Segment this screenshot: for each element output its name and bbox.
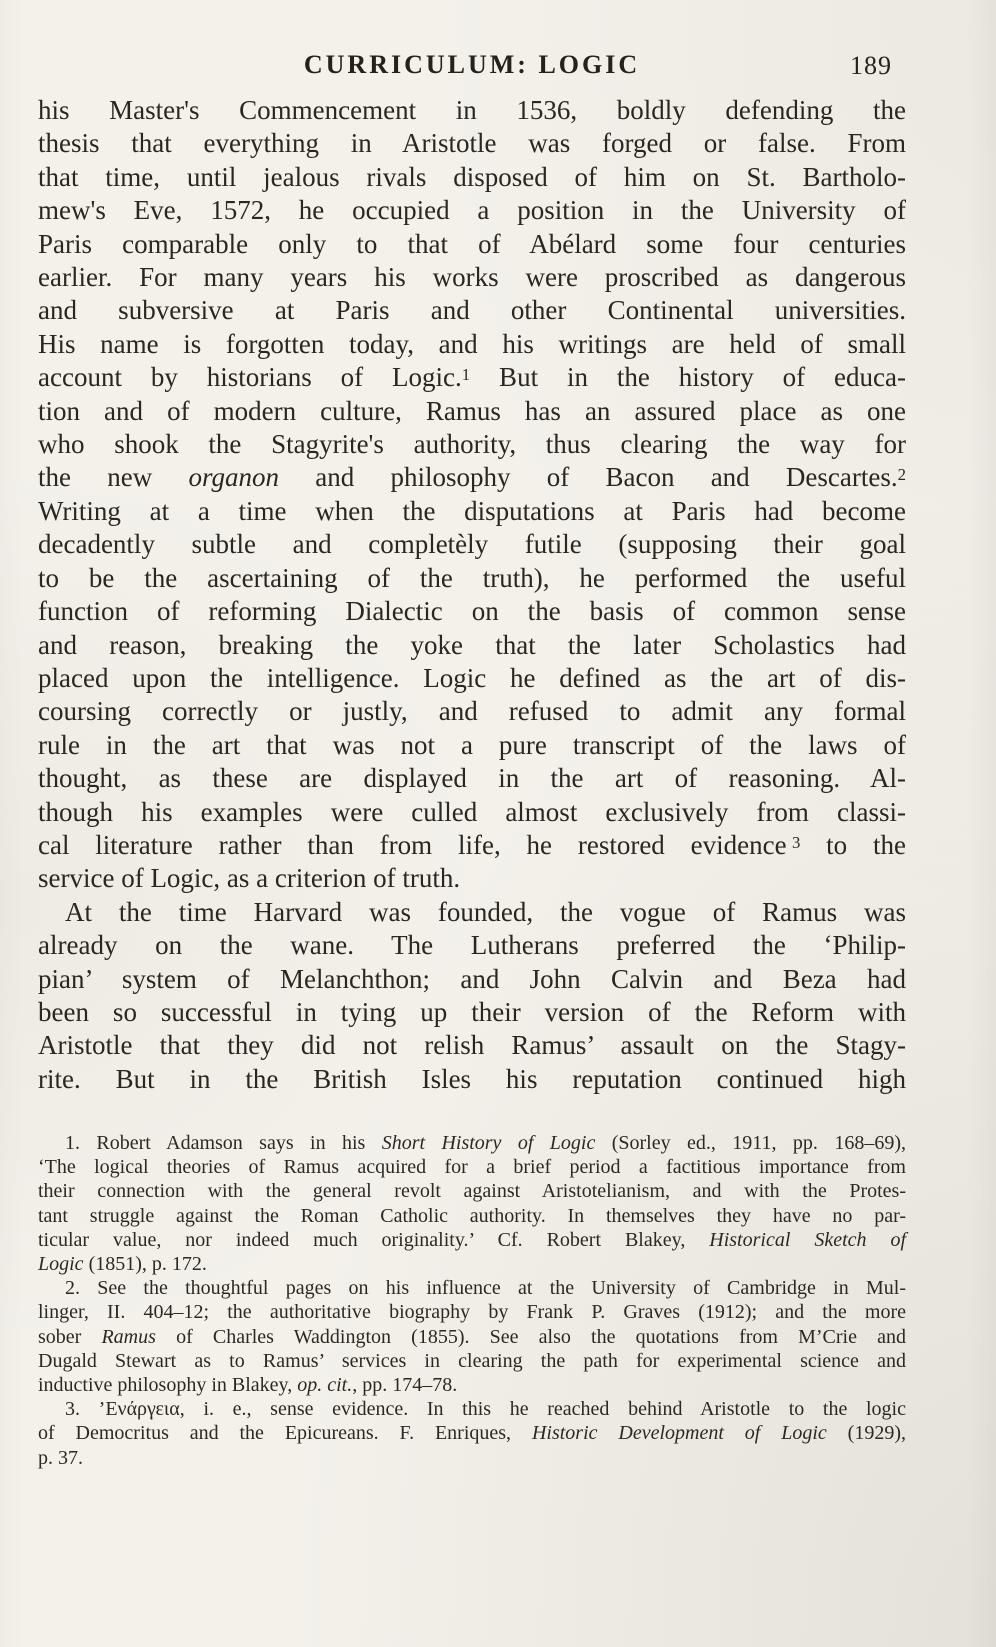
text-segment: (1929), (826, 1422, 907, 1445)
text-segment: service of Logic, as a criterion of truth. (38, 863, 461, 894)
text-segment: p. 37. (38, 1446, 83, 1469)
text-line (38, 796, 906, 829)
text-line (38, 428, 906, 461)
text-segment: though his examples were culled almost exclusively from classi- (38, 796, 906, 827)
text-segment: pian’ system of Melanchthon; and John Calvin and Beza had (38, 963, 906, 994)
text-segment: Ramus (101, 1325, 156, 1348)
text-segment: Writing at a time when the disputations at Paris had become (38, 495, 906, 526)
text-segment: (Sorley ed., 1911, pp. 168–69), (595, 1132, 906, 1154)
text-segment: 2. See the thoughtful pages on his influence at the University of Cambridge in Mul- (65, 1277, 906, 1300)
text-segment: his Master's Commencement in 1536, boldly defending the (38, 95, 906, 125)
text-line (38, 294, 906, 327)
text-line (38, 1373, 906, 1397)
text-line (38, 127, 906, 160)
text-line (38, 161, 906, 194)
text-line (38, 495, 906, 528)
text-line (38, 1325, 906, 1349)
page-number: 189 (850, 51, 892, 80)
text-segment: thought, as these are displayed in the art of reasoning. Al- (38, 763, 906, 794)
page-title: CURRICULUM: LOGIC (303, 50, 641, 79)
text-segment: and reason, breaking the yoke that the later Scholastics had (38, 629, 906, 660)
text-line (38, 929, 906, 962)
text-line (38, 1421, 906, 1445)
footnotes-section (38, 1131, 906, 1470)
text-line (38, 996, 906, 1029)
text-line (38, 1155, 906, 1179)
text-line (38, 1063, 906, 1096)
footnote-1 (38, 1131, 906, 1276)
text-line (38, 862, 906, 895)
text-segment: His name is forgotten today, and his writings are held of small (38, 328, 906, 359)
text-segment: cal literature rather than from life, he restored evidence (38, 829, 792, 860)
running-head (38, 50, 906, 84)
text-line (38, 1349, 906, 1373)
text-line (38, 328, 906, 361)
text-segment: been so successful in tying up their version of the Reform with (38, 996, 906, 1027)
text-segment: Short History of Logic (381, 1132, 596, 1154)
text-segment: to be the ascertaining of the truth), he performed the useful (38, 562, 906, 593)
text-segment: already on the wane. The Lutherans preferred the ‘Philip- (38, 930, 906, 961)
text-line (38, 1252, 906, 1276)
text-segment: who shook the Stagyrite's authority, thus clearing the way for (38, 429, 906, 460)
footnote-marker: 3 (791, 832, 801, 852)
text-line (38, 829, 906, 862)
text-line (38, 261, 906, 294)
text-line (38, 896, 906, 929)
text-line (38, 395, 906, 428)
text-line (38, 595, 906, 628)
text-segment: (1851), p. 172. (83, 1253, 207, 1276)
text-line (38, 1446, 906, 1470)
text-line (38, 1300, 906, 1324)
text-segment: tion and of modern culture, Ramus has an assured place as one (38, 395, 906, 426)
text-segment: account by historians of Logic. (38, 362, 462, 393)
text-segment: ‘The logical theories of Ramus acquired for a brief period a factitious importance from (38, 1156, 906, 1179)
text-line (38, 662, 906, 695)
body-paragraph-1 (38, 94, 906, 896)
text-segment: their connection with the general revolt against Aristotelianism, and with the Protes- (38, 1180, 906, 1203)
text-segment: , pp. 174–78. (352, 1374, 458, 1397)
text-line (38, 528, 906, 561)
text-segment: coursing correctly or justly, and refused to admit any formal (38, 696, 906, 727)
text-segment: to the (800, 829, 906, 860)
text-segment: At the time Harvard was founded, the vogue of Ramus was (65, 896, 906, 927)
text-segment: 1. Robert Adamson says in his (65, 1132, 382, 1154)
text-segment: that time, until jealous rivals disposed of him on St. Bartholo- (38, 161, 906, 192)
text-line (38, 762, 906, 795)
text-segment: and subversive at Paris and other Continental universities. (38, 295, 906, 326)
text-line (38, 695, 906, 728)
text-line (38, 963, 906, 996)
text-segment: organon (188, 462, 279, 493)
text-line (38, 461, 906, 494)
text-segment: sober (38, 1325, 102, 1348)
text-segment: ticular value, nor indeed much originality.’ Cf. Robert Blakey, (38, 1228, 710, 1251)
text-segment: rule in the art that was not a pure transcript of the laws of (38, 729, 906, 760)
text-segment: tant struggle against the Roman Catholic authority. In themselves they have no par- (38, 1204, 906, 1227)
text-segment: linger, II. 404–12; the authoritative biography by Frank P. Graves (1912); and the more (38, 1301, 906, 1324)
text-segment: earlier. For many years his works were proscribed as dangerous (38, 262, 906, 293)
text-segment: and philosophy of Bacon and Descartes. (278, 462, 898, 493)
text-segment: the new (38, 462, 189, 493)
footnote-marker: 2 (897, 465, 906, 485)
text-line (38, 1029, 906, 1062)
footnote-2 (38, 1276, 906, 1397)
text-segment: Paris comparable only to that of Abélard some four centuries (38, 228, 906, 259)
text-segment: Aristotle that they did not relish Ramus’ assault on the Stagy- (38, 1030, 906, 1061)
text-line (38, 194, 906, 227)
footnote-3 (38, 1397, 906, 1470)
text-line (38, 1204, 906, 1228)
text-segment: But in the history of educa- (470, 362, 906, 393)
text-segment: thesis that everything in Aristotle was forged or false. From (38, 128, 906, 159)
text-line (38, 361, 906, 394)
text-segment: function of reforming Dialectic on the basis of common sense (38, 596, 906, 627)
text-segment: Historic Development of Logic (531, 1422, 827, 1445)
text-line (38, 1228, 906, 1252)
body-paragraph-2 (38, 896, 906, 1096)
text-line (38, 228, 906, 261)
text-line (38, 562, 906, 595)
footnote-marker: 1 (461, 365, 471, 385)
text-segment: of Charles Waddington (1855). See also the quotations from M’Crie and (155, 1325, 906, 1348)
text-line (38, 1276, 906, 1300)
text-line (38, 629, 906, 662)
text-segment: Logic (38, 1253, 84, 1276)
text-line (38, 729, 906, 762)
text-line (38, 94, 906, 127)
text-segment: inductive philosophy in Blakey, (38, 1374, 298, 1397)
text-line (38, 1131, 906, 1155)
text-segment: decadently subtle and completèly futile (supposing their goal (38, 529, 906, 560)
text-segment: of Democritus and the Epicureans. F. Enriques, (38, 1422, 532, 1445)
text-segment: op. cit. (297, 1374, 353, 1397)
text-segment: 3. ’Ενάργεια, i. e., sense evidence. In this he reached behind Aristotle to the logic (65, 1398, 906, 1421)
main-text (38, 94, 906, 1096)
text-segment: mew's Eve, 1572, he occupied a position in the University of (38, 195, 906, 226)
text-segment: Dugald Stewart as to Ramus’ services in clearing the path for experimental science and (38, 1349, 906, 1372)
text-segment: placed upon the intelligence. Logic he defined as the art of dis- (38, 662, 906, 693)
text-line (38, 1397, 906, 1421)
text-line (38, 1179, 906, 1203)
text-segment: rite. But in the British Isles his reputation continued high (38, 1063, 906, 1094)
text-segment: Historical Sketch of (709, 1228, 907, 1251)
